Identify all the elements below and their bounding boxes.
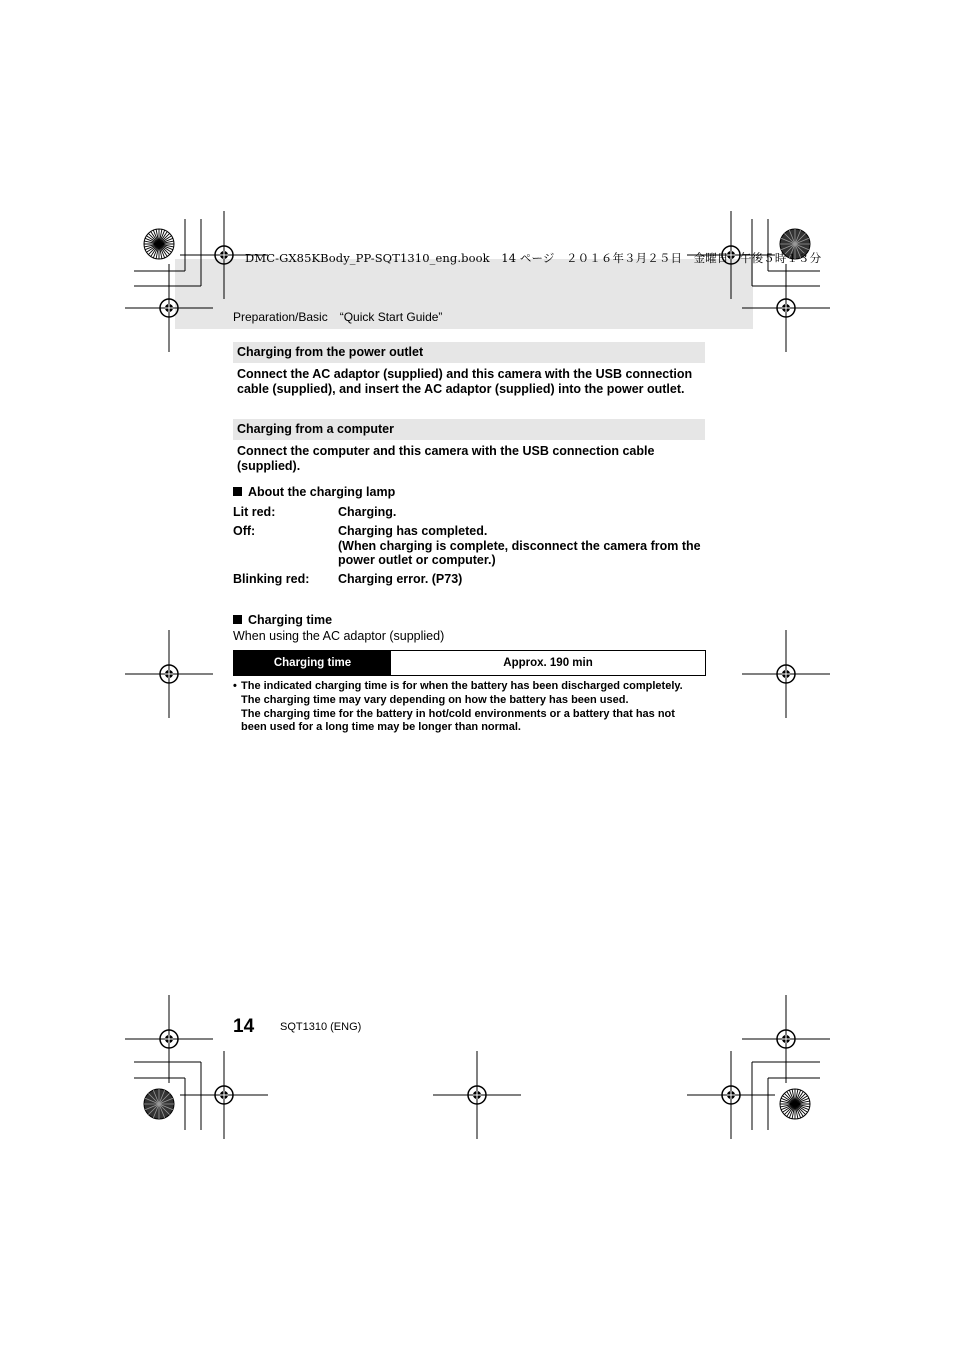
- bullet-icon: •: [233, 680, 237, 692]
- lamp-value-blinking-red: Charging error. (P73): [338, 572, 463, 586]
- lamp-value-off-extra: (When charging is complete, disconnect the camera from the power outlet or computer.): [338, 538, 701, 567]
- lamp-value-off-main: Charging has completed.: [338, 524, 488, 538]
- lamp-value-lit-red: Charging.: [338, 505, 397, 519]
- document-code: SQT1310 (ENG): [280, 1021, 362, 1033]
- charging-time-table-value: Approx. 190 min: [503, 657, 593, 669]
- page-number: 14: [233, 1016, 255, 1037]
- square-bullet-icon: [233, 487, 242, 496]
- charging-time-subtitle: When using the AC adaptor (supplied): [233, 629, 445, 643]
- note-text-3: The charging time for the battery in hot/cold environments or a battery that has not been used for a long time may be longer than normal.: [241, 707, 675, 734]
- section-title-computer: Charging from a computer: [233, 419, 705, 440]
- note-text-2: The charging time may vary depending on how the battery has been used.: [241, 693, 629, 706]
- lamp-value-off: [338, 524, 706, 568]
- lamp-label-off: Off:: [233, 524, 256, 538]
- charging-time-table-header: Charging time: [234, 651, 391, 675]
- charging-lamp-heading: [233, 485, 395, 499]
- note-line-1: [233, 680, 703, 694]
- lamp-label-blinking-red: Blinking red:: [233, 572, 310, 586]
- section-body-computer: Connect the computer and this camera with the USB connection cable (supplied).: [237, 444, 655, 473]
- section-title-power-outlet: Charging from the power outlet: [233, 342, 705, 363]
- lamp-label-lit-red: Lit red:: [233, 505, 276, 519]
- note-text-1: The indicated charging time is for when the battery has been discharged completely.: [241, 680, 683, 692]
- charging-time-heading-text: Charging time: [248, 613, 333, 627]
- square-bullet-icon: [233, 615, 242, 624]
- charging-time-table: [233, 650, 706, 676]
- charging-time-heading: [233, 613, 332, 627]
- breadcrumb: Preparation/Basic “Quick Start Guide”: [233, 310, 443, 324]
- section-body-power-outlet: Connect the AC adaptor (supplied) and this camera with the USB connection cable (supplied), and insert the AC adaptor (supplied) into the power outlet.: [237, 367, 693, 396]
- book-slug: DMC-GX85KBody_PP-SQT1310_eng.book 14 ページ ２０１６年３月２５日 金曜日 午後５時１３分: [245, 251, 822, 265]
- charging-notes: [233, 680, 703, 735]
- charging-lamp-heading-text: About the charging lamp: [248, 485, 396, 499]
